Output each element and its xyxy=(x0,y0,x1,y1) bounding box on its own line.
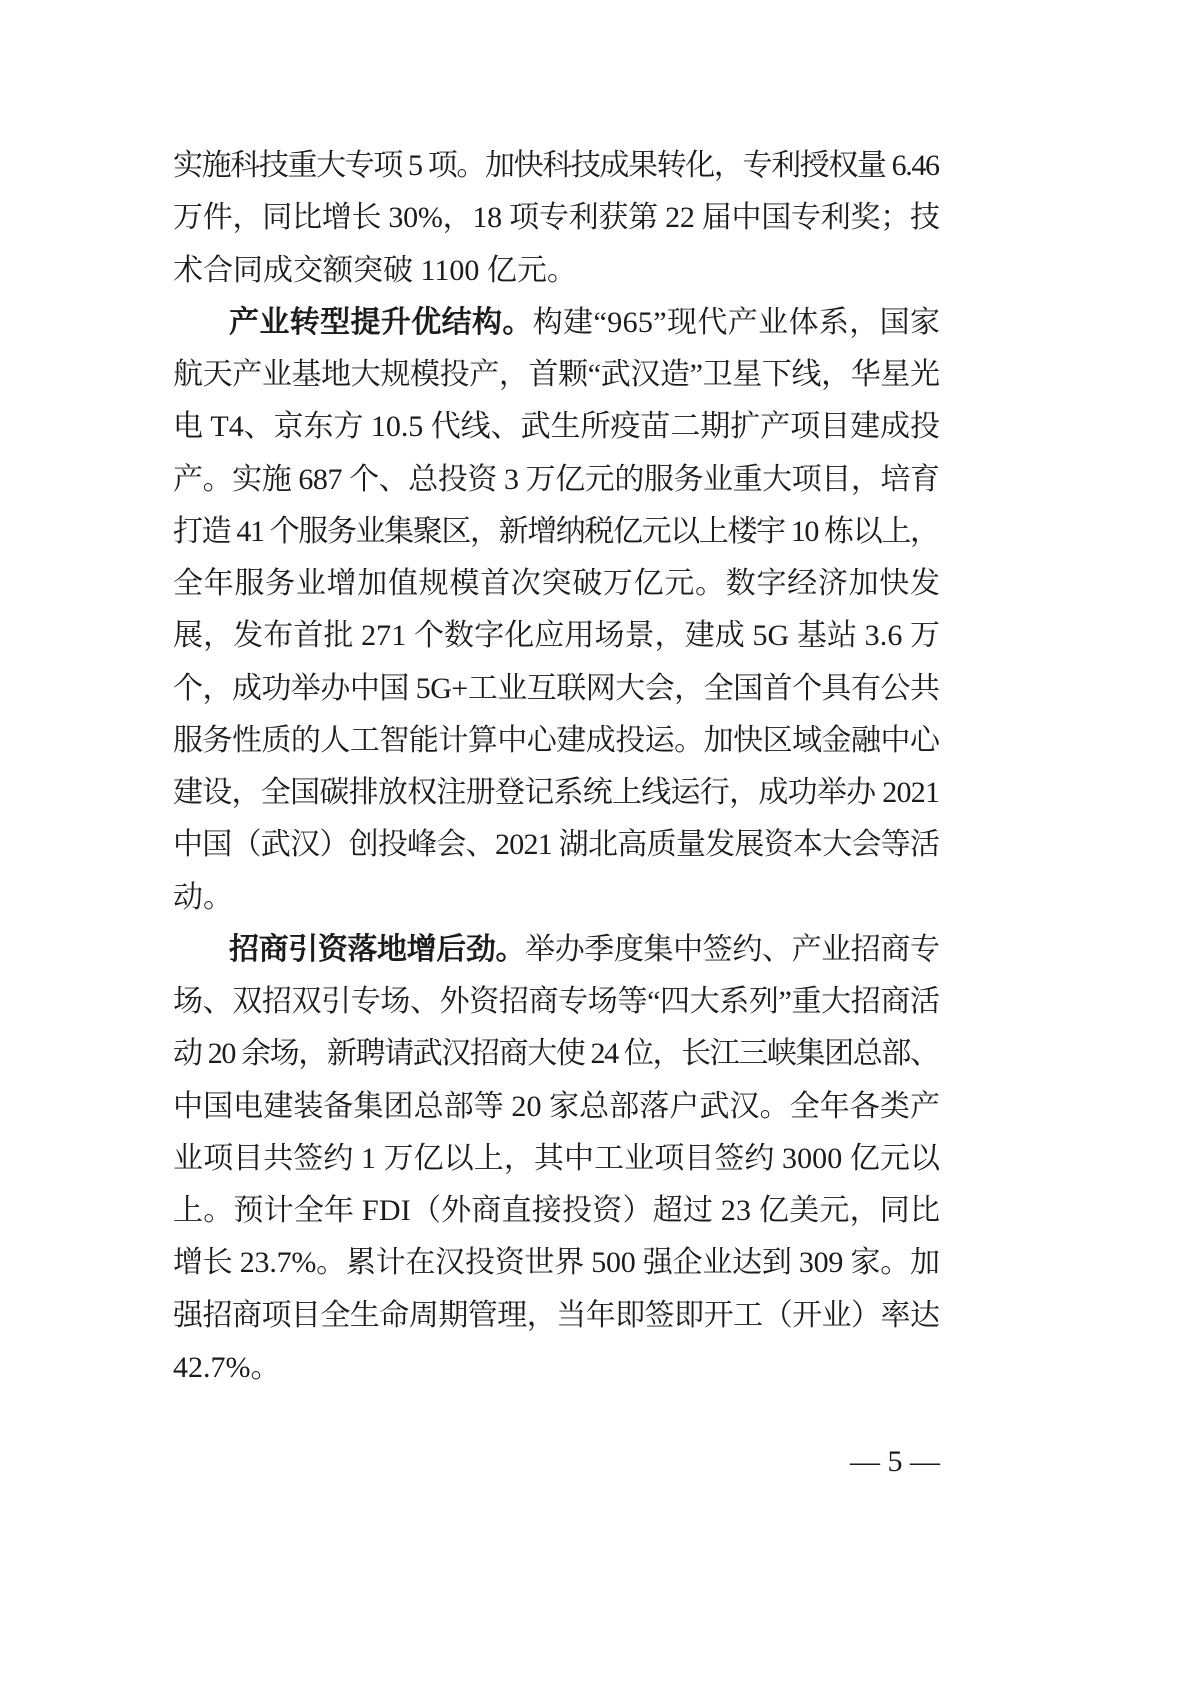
paragraph-3-line-9 xyxy=(173,1342,940,1394)
paragraph-text: 场、双招双引专场、外资招商专场等“四大系列”重大招商活 xyxy=(173,985,940,1018)
paragraph-text: 构建“965”现代产业体系，国家 xyxy=(532,305,941,339)
paragraph-2-line-10 xyxy=(173,767,940,819)
paragraph-2-line-12 xyxy=(173,872,940,924)
paragraph-2-line-9 xyxy=(173,715,940,767)
paragraph-text: 个，成功举办中国 5G+工业互联网大会，全国首个具有公共 xyxy=(173,671,940,705)
paragraph-3-line-8 xyxy=(173,1290,940,1342)
paragraph-text: 强招商项目全生命周期管理，当年即签即开工（开业）率达 xyxy=(173,1298,940,1332)
paragraph-1-line-1 xyxy=(173,140,940,192)
paragraph-2-line-4 xyxy=(173,454,940,506)
paragraph-2-line-6 xyxy=(173,558,940,610)
paragraph-text: 动 20 余场，新聘请武汉招商大使 24 位，长江三峡集团总部、 xyxy=(173,1037,939,1071)
paragraph-text: 业项目共签约 1 万亿以上，其中工业项目签约 3000 亿元以 xyxy=(173,1141,941,1175)
paragraph-text: 展，发布首批 271 个数字化应用场景，建成 5G 基站 3.6 万 xyxy=(173,619,941,653)
page-number: — 5 — xyxy=(850,1445,940,1478)
paragraph-text: 术合同成交额突破 1100 亿元。 xyxy=(173,253,577,287)
paragraph-text: 航天产业基地大规模投产，首颗“武汉造”卫星下线，华星光 xyxy=(173,358,940,391)
paragraph-3-line-1 xyxy=(229,924,940,976)
paragraph-text: 中国（武汉）创投峰会、2021 湖北高质量发展资本大会等活 xyxy=(173,828,940,862)
paragraph-text: 42.7%。 xyxy=(173,1350,281,1384)
paragraph-text: 全年服务业增加值规模首次突破万亿元。数字经济加快发 xyxy=(173,567,941,600)
paragraph-2-line-11 xyxy=(173,819,940,871)
paragraph-text: 实施科技重大专项 5 项。加快科技成果转化，专利授权量 6.46 xyxy=(173,149,939,182)
paragraph-text: 上。预计全年 FDI（外商直接投资）超过 23 亿美元，同比 xyxy=(173,1194,941,1227)
paragraph-text: 产。实施 687 个、总投资 3 万亿元的服务业重大项目，培育 xyxy=(173,462,940,496)
paragraph-3-line-6 xyxy=(173,1185,940,1237)
paragraph-text: 举办季度集中签约、产业招商专 xyxy=(525,932,940,966)
paragraph-text: 服务性质的人工智能计算中心建成投运。加快区域金融中心 xyxy=(173,723,940,757)
paragraph-text: 万件，同比增长 30%，18 项专利获第 22 届中国专利奖；技 xyxy=(173,201,940,235)
paragraph-text: 动。 xyxy=(173,880,233,914)
paragraph-2-line-5 xyxy=(173,506,940,558)
paragraph-2-line-2 xyxy=(173,349,940,401)
paragraph-heading: 产业转型提升优结构。 xyxy=(229,305,533,339)
paragraph-text: 中国电建装备集团总部等 20 家总部落户武汉。全年各类产 xyxy=(173,1089,941,1123)
paragraph-1-line-3 xyxy=(173,245,940,297)
paragraph-3-line-5 xyxy=(173,1133,940,1185)
paragraph-2-line-7 xyxy=(173,610,940,662)
paragraph-2-line-3 xyxy=(173,401,940,453)
paragraph-text: 建设，全国碳排放权注册登记系统上线运行，成功举办 2021 xyxy=(173,776,940,809)
paragraph-2-line-8 xyxy=(173,663,940,715)
paragraph-2-line-1 xyxy=(229,297,940,349)
paragraph-3-line-2 xyxy=(173,976,940,1028)
paragraph-1-line-2 xyxy=(173,192,940,244)
document-body xyxy=(173,140,940,1394)
paragraph-3-line-3 xyxy=(173,1028,940,1080)
paragraph-3-line-7 xyxy=(173,1237,940,1289)
paragraph-heading: 招商引资落地增后劲。 xyxy=(229,932,526,966)
paragraph-text: 电 T4、京东方 10.5 代线、武生所疫苗二期扩产项目建成投 xyxy=(173,410,940,444)
paragraph-text: 增长 23.7%。累计在汉投资世界 500 强企业达到 309 家。加 xyxy=(173,1246,940,1280)
paragraph-3-line-4 xyxy=(173,1081,940,1133)
paragraph-text: 打造 41 个服务业集聚区，新增纳税亿元以上楼宇 10 栋以上， xyxy=(173,514,939,548)
